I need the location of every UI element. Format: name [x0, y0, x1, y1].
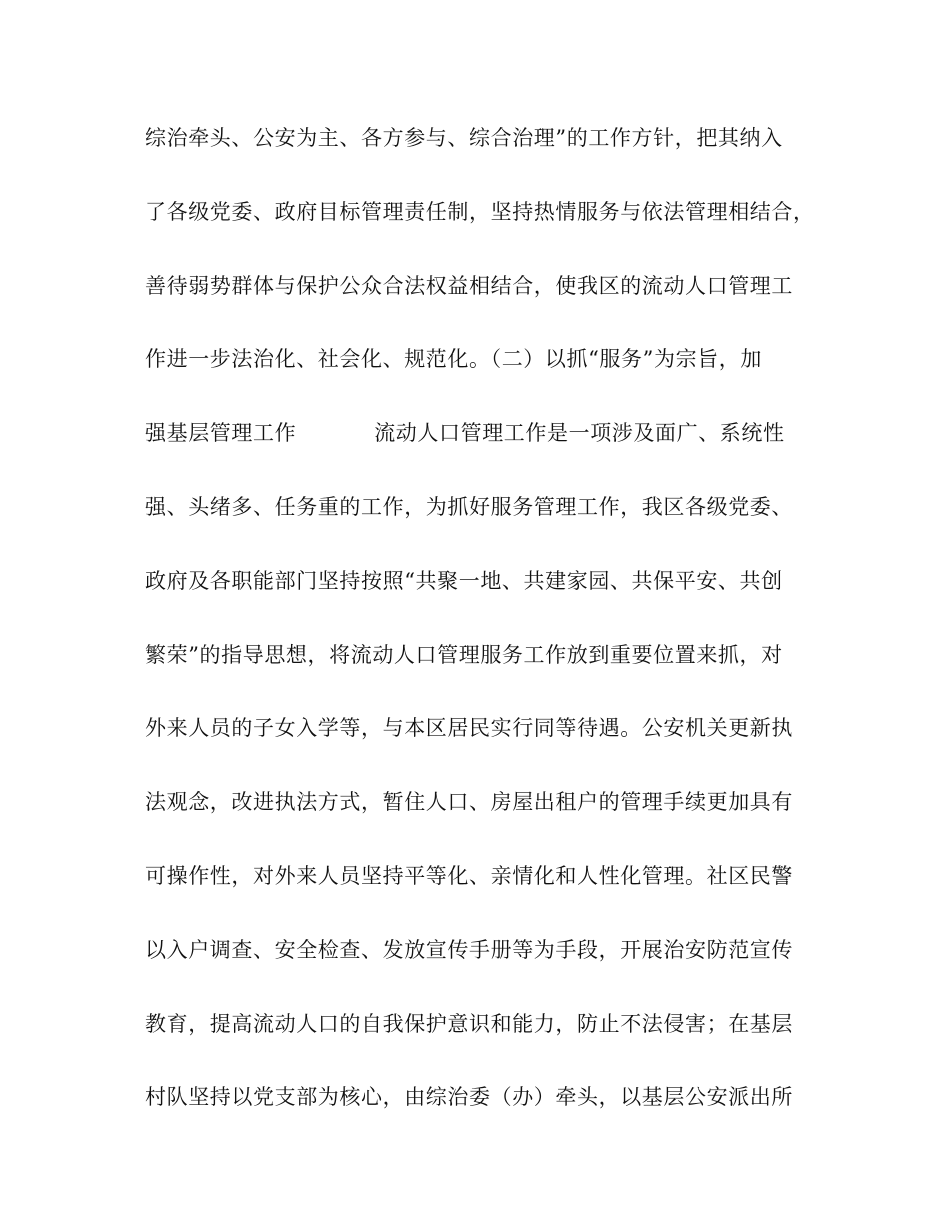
text-line: 以入户调查、安全检查、发放宣传手册等为手段，开展治安防范宣传: [145, 937, 793, 962]
paragraph-start: 流动人口管理工作是一项涉及面广、系统性: [374, 421, 785, 446]
text-line: 繁荣”的指导思想，将流动人口管理服务工作放到重要位置来抓，对: [145, 642, 783, 667]
text-line: 法观念，改进执法方式，暂住人口、房屋出租户的管理手续更加具有: [145, 790, 793, 815]
text-line: 综治牵头、公安为主、各方参与、综合治理”的工作方针，把其纳入: [145, 126, 783, 150]
text-line: 了各级党委、政府目标管理责任制，坚持热情服务与依法管理相结合，: [145, 199, 815, 224]
text-line: 外来人员的子女入学等，与本区居民实行同等待遇。公安机关更新执: [145, 716, 793, 741]
section-heading: 强基层管理工作: [145, 421, 297, 446]
text-line-section-heading: [145, 413, 825, 487]
text-line: 强、头绪多、任务重的工作，为抓好服务管理工作，我区各级党委、: [145, 494, 793, 519]
text-line: 作进一步法治化、社会化、规范化。（二）以抓“服务”为宗旨，加: [145, 347, 762, 372]
text-line: 教育，提高流动人口的自我保护意识和能力，防止不法侵害；在基层: [145, 1011, 793, 1036]
text-line: 政府及各职能部门坚持按照“共聚一地、共建家园、共保平安、共创: [145, 568, 783, 593]
text-line: 善待弱势群体与保护公众合法权益相结合，使我区的流动人口管理工: [145, 273, 793, 298]
body-text: [145, 118, 825, 1151]
text-line: 可操作性，对外来人员坚持平等化、亲情化和人性化管理。社区民警: [145, 863, 793, 888]
text-line: 村队坚持以党支部为核心，由综治委（办）牵头，以基层公安派出所: [145, 1085, 793, 1110]
